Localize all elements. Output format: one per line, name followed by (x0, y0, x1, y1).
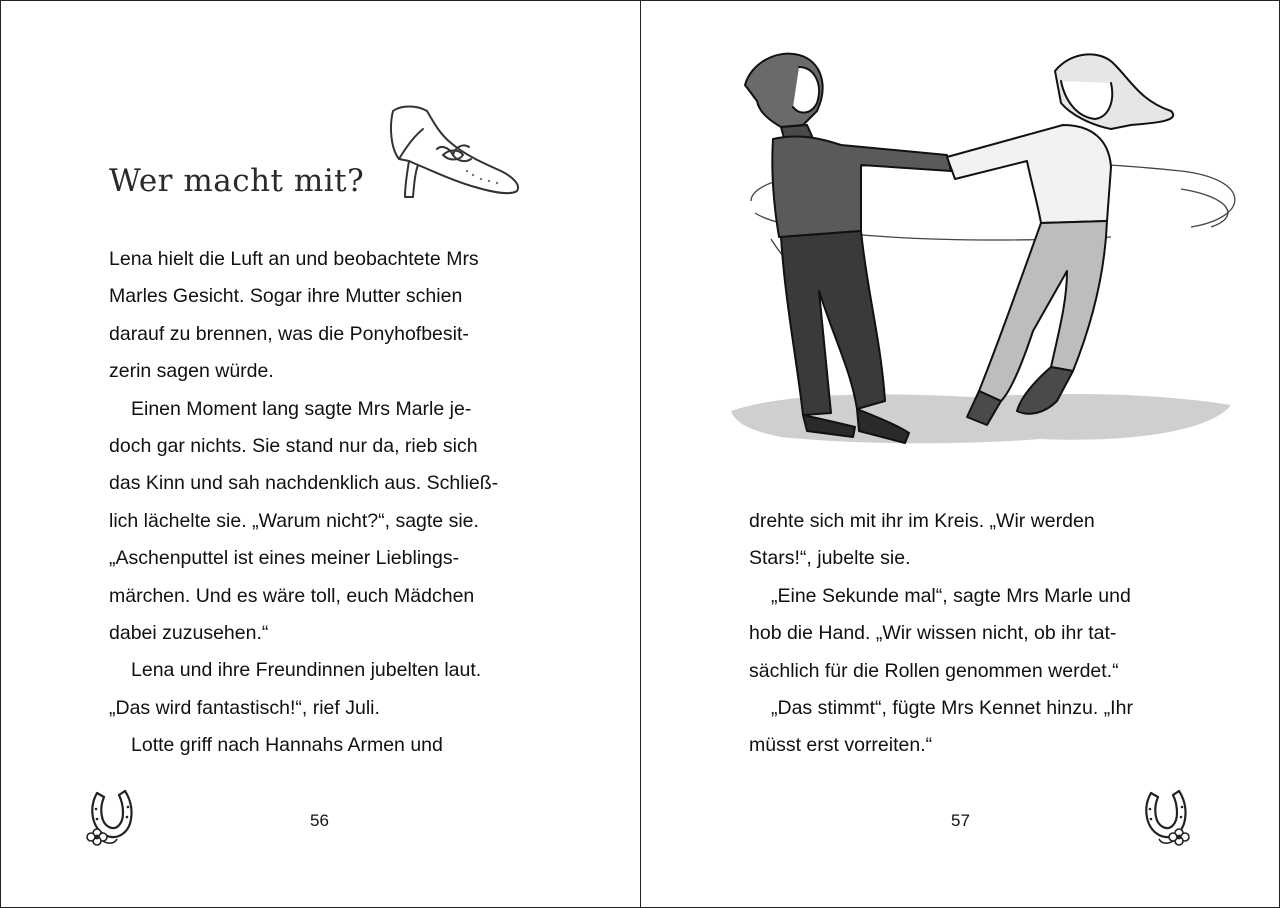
text-line: dabei zuzusehen.“ (109, 621, 269, 644)
right-page (641, 1, 1279, 907)
text-line: lich lächelte sie. „Warum nicht?“, sagte sie. (109, 509, 479, 532)
high-heel-shoe-icon (383, 99, 523, 203)
text-line: „Eine Sekunde mal“, sagte Mrs Marle und (771, 584, 1131, 607)
text-line: Stars!“, jubelte sie. (749, 547, 911, 570)
text-line: „Das wird fantastisch!“, rief Juli. (109, 696, 380, 719)
text-line: darauf zu brennen, was die Ponyhofbesit- (109, 322, 469, 345)
right-page-text (749, 503, 1133, 765)
text-line: doch gar nichts. Sie stand nur da, rieb sich (109, 434, 478, 457)
text-line: zerin sagen würde. (109, 360, 274, 383)
text-line: Lotte griff nach Hannahs Armen und (131, 734, 443, 757)
page-number: 56 (310, 811, 329, 830)
text-line: sächlich für die Rollen genommen werdet.“ (749, 659, 1119, 682)
text-line: müsst erst vorreiten.“ (749, 734, 933, 757)
text-line: „Das stimmt“, fügte Mrs Kennet hinzu. „Ihr (771, 696, 1133, 719)
horseshoe-flower-icon (83, 787, 139, 847)
chapter-title: Wer macht mit? (109, 163, 365, 199)
left-page-text (109, 241, 498, 764)
page-number: 57 (951, 811, 970, 830)
text-line: märchen. Und es wäre toll, euch Mädchen (109, 584, 475, 607)
text-line: das Kinn und sah nachdenklich aus. Schließ- (109, 472, 499, 495)
text-line: „Aschenputtel ist eines meiner Lieblings- (109, 547, 460, 570)
text-line: drehte sich mit ihr im Kreis. „Wir werden (749, 510, 1095, 532)
text-line: Lena und ihre Freundinnen jubelten laut. (131, 659, 482, 682)
horseshoe-flower-icon (1137, 787, 1193, 847)
two-girls-spinning-illustration (711, 41, 1251, 481)
text-line: Marles Gesicht. Sogar ihre Mutter schien (109, 285, 463, 308)
text-line: Einen Moment lang sagte Mrs Marle je- (131, 397, 472, 420)
text-line: Lena hielt die Luft an und beobachtete Mrs (109, 248, 479, 270)
left-page (1, 1, 640, 907)
text-line: hob die Hand. „Wir wissen nicht, ob ihr tat- (749, 622, 1117, 645)
